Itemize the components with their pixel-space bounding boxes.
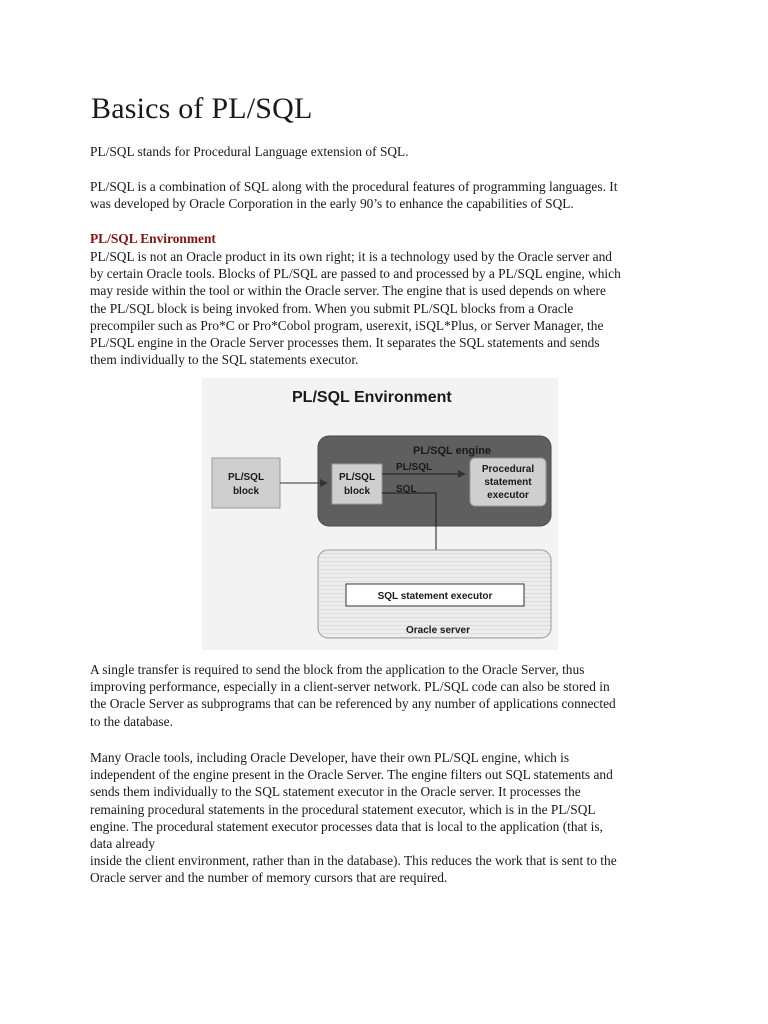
text-line: to the database. xyxy=(90,713,173,729)
text-line: the PL/SQL block is being invoked from. When you submit PL/SQL blocks from a Oracle xyxy=(90,300,574,316)
engine-plsql-block xyxy=(332,464,382,504)
engine-block-label-line2: block xyxy=(343,486,371,497)
procedural-label-line1: Procedural xyxy=(481,464,535,475)
diagram-svg xyxy=(202,378,558,650)
sql-arrow-label: SQL xyxy=(396,484,417,495)
engine-block-label-line1: PL/SQL xyxy=(338,472,376,483)
client-block-label-line2: block xyxy=(232,486,260,497)
tools-paragraph xyxy=(90,749,686,887)
text-line: precompiler such as Pro*C or Pro*Cobol program, userexit, iSQL*Plus, or Server Manager, the xyxy=(90,317,604,333)
client-block-label-line1: PL/SQL xyxy=(227,472,265,483)
document-title: Basics of PL/SQL xyxy=(91,92,313,125)
text-line: A single transfer is required to send the block from the application to the Oracle Server, thus xyxy=(90,662,585,677)
plsql-arrow-label: PL/SQL xyxy=(396,462,433,473)
transfer-paragraph xyxy=(90,661,686,730)
text-line: improving performance, especially in a client-server network. PL/SQL code can also be stored in xyxy=(90,679,610,695)
procedural-label-line2: statement xyxy=(484,477,532,488)
text-line: sends them individually to the SQL statement executor in the Oracle server. It processes the xyxy=(90,784,581,800)
plsql-environment-diagram xyxy=(202,378,558,650)
text-line: was developed by Oracle Corporation in the early 90’s to enhance the capabilities of SQL. xyxy=(90,196,574,212)
text-line: the Oracle Server as subprograms that can be referenced by any number of applications connected xyxy=(90,696,616,712)
plsql-engine-label: PL/SQL engine xyxy=(413,445,492,457)
text-line: Many Oracle tools, including Oracle Developer, have their own PL/SQL engine, which is xyxy=(90,750,570,765)
intro-paragraph xyxy=(90,143,686,160)
environment-paragraph xyxy=(90,248,686,368)
text-line: Oracle server and the number of memory cursors that are required. xyxy=(90,870,448,886)
text-line: PL/SQL engine in the Oracle Server processes them. It separates the SQL statements and sends xyxy=(90,335,600,351)
text-line: independent of the engine present in the Oracle Server. The engine filters out SQL statements and xyxy=(90,767,613,783)
text-line: PL/SQL stands for Procedural Language extension of SQL. xyxy=(90,144,409,159)
text-line: them individually to the SQL statements executor. xyxy=(90,352,359,368)
section-heading: PL/SQL Environment xyxy=(90,231,216,246)
text-line: data already xyxy=(90,836,156,852)
text-line: may reside within the tool or within the Oracle server. The engine that is used depends on where xyxy=(90,283,606,299)
combination-paragraph xyxy=(90,178,686,212)
text-line: engine. The procedural statement executor processes data that is local to the application (that is, xyxy=(90,818,603,834)
text-line: remaining procedural statements in the procedural statement executor, which is in the PL/SQL xyxy=(90,801,596,817)
text-line: PL/SQL is a combination of SQL along with the procedural features of programming languages. It xyxy=(90,179,618,194)
oracle-server-label: Oracle server xyxy=(406,625,470,636)
diagram-title: PL/SQL Environment xyxy=(292,389,452,406)
client-plsql-block xyxy=(212,458,280,508)
sql-executor-label: SQL statement executor xyxy=(377,591,493,602)
text-line: inside the client environment, rather than in the database). This reduces the work that is sent to the xyxy=(90,853,617,869)
text-line: PL/SQL is not an Oracle product in its own right; it is a technology used by the Oracle server and xyxy=(90,249,612,264)
text-line: by certain Oracle tools. Blocks of PL/SQL are passed to and processed by a PL/SQL engine, which xyxy=(90,266,621,282)
procedural-label-line3: executor xyxy=(487,490,529,501)
